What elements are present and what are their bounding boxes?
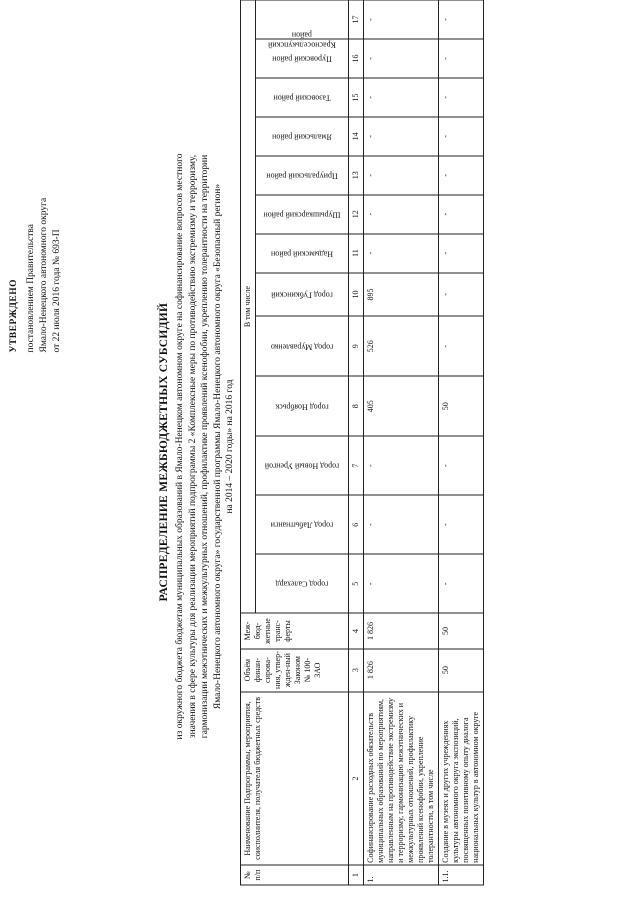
row-value: 50 [439, 376, 484, 436]
column-number: 15 [349, 78, 364, 117]
row-value: 895 [364, 273, 439, 317]
column-number: 14 [349, 117, 364, 156]
row-value: - [439, 495, 484, 554]
row-value: - [364, 39, 439, 78]
row-name: Создание в музеях и других учреждениях культуры автономного округа экспозиций, посвященных позитивному опыту диалога национальных культур в автономном округе [439, 692, 484, 866]
row-value: - [439, 0, 484, 39]
row-value: - [364, 495, 439, 554]
row-num: 1. [364, 865, 439, 885]
column-number: 11 [349, 234, 364, 273]
row-volume: 50 [439, 649, 484, 692]
header-municipality: Надымский район [256, 234, 349, 273]
column-number: 7 [349, 436, 364, 495]
document-title: РАСПРЕДЕЛЕНИЕ МЕЖБЮДЖЕТНЫХ СУБСИДИЙ [158, 302, 170, 602]
column-number-row [349, 0, 364, 885]
document-subtitle [174, 77, 237, 817]
column-number: 2 [349, 692, 364, 866]
column-number: 16 [349, 39, 364, 78]
header-municipality: город Ноябрьск [256, 376, 349, 436]
row-value: - [364, 234, 439, 273]
subsidies-table [240, 0, 484, 886]
column-number: 4 [349, 613, 364, 648]
header-row-top [241, 0, 256, 885]
table-row [364, 0, 439, 885]
header-municipality: город Новый Уренгой [256, 436, 349, 495]
subtitle-line: на 2014 – 2020 годы» на 2016 год [225, 379, 236, 514]
row-value: - [439, 78, 484, 117]
column-number: 9 [349, 316, 364, 376]
row-value: - [439, 39, 484, 78]
header-municipality: город Губкинский [256, 273, 349, 317]
header-municipality: Ямальский район [256, 117, 349, 156]
row-value: - [439, 234, 484, 273]
approval-stamp [8, 198, 64, 353]
row-value: - [364, 554, 439, 613]
column-number: 6 [349, 495, 364, 554]
header-municipality: город Салехард [256, 554, 349, 613]
header-municipality: город Муравленко [256, 316, 349, 376]
header-volume: Объём финан-сирова-ния, утвер-жден-ный Законом № 100-ЗАО [241, 649, 349, 692]
header-municipality: Тазовский район [256, 78, 349, 117]
row-value: - [439, 316, 484, 376]
header-transfers: Меж-бюд-жетные транс-ферты [241, 613, 349, 648]
table-row [439, 0, 484, 885]
row-num: 1.1. [439, 865, 484, 885]
row-transfers: 1 826 [364, 613, 439, 648]
row-value: - [439, 436, 484, 495]
row-value: - [364, 117, 439, 156]
subtitle-line: значения в сфере культуры для реализации мероприятий подпрограммы 2 «Комплексные меры по противодействию экстремизму и терроризму, [187, 154, 198, 739]
header-municipality: Приуральский район [256, 156, 349, 195]
column-number: 12 [349, 195, 364, 234]
column-number: 1 [349, 865, 364, 885]
subtitle-line: гармонизации межэтнических и межкультурных отношений, профилактике проявлений ксенофобии, укреплению толерантности на территории [200, 154, 211, 739]
row-value: - [439, 554, 484, 613]
approval-line: от 22 июля 2016 года № 693-П [52, 229, 62, 353]
header-municipality: Пуровский район [256, 39, 349, 78]
row-value: - [439, 156, 484, 195]
column-number: 3 [349, 649, 364, 692]
row-value: - [364, 195, 439, 234]
row-value: - [439, 117, 484, 156]
row-value: 405 [364, 376, 439, 436]
header-municipality: город Лабытнанги [256, 495, 349, 554]
row-value: - [364, 436, 439, 495]
header-in-total: В том числе [241, 0, 256, 613]
column-number: 10 [349, 273, 364, 317]
header-num: № п/п [241, 865, 349, 885]
approval-header: УТВЕРЖДЕНО [9, 279, 19, 353]
column-number: 13 [349, 156, 364, 195]
row-value: 526 [364, 316, 439, 376]
approval-line: Ямало-Ненецкого автономного округа [39, 197, 49, 353]
row-transfers: 50 [439, 613, 484, 648]
header-municipality: Шурышкарский район [256, 195, 349, 234]
row-volume: 1 826 [364, 649, 439, 692]
row-value: - [364, 156, 439, 195]
approval-line: постановлением Правительства [26, 224, 36, 353]
row-value: - [364, 78, 439, 117]
column-number: 5 [349, 554, 364, 613]
column-number: 17 [349, 0, 364, 39]
row-value: - [439, 273, 484, 317]
row-value: - [439, 195, 484, 234]
row-name: Софинансирование расходных обязательств муниципальных образований по мероприятиям, направленным на противодействие экстремизму и терроризму, гармонизацию межэтнических и межкультурных отношений, профилактику проявлений ксенофобии, укрепление толерантности, в том числе [364, 692, 439, 866]
column-number: 8 [349, 376, 364, 436]
header-name: Наименование Подпрограммы, мероприятия, соисполнителя, получателя бюджетных средств [241, 692, 349, 866]
header-municipality: Красноселькупский район [256, 0, 349, 39]
subtitle-line: Ямало-Ненецкого автономного округа» государственной программы Ямало-Ненецкого автономного округа «Безопасный регион» [212, 183, 223, 710]
subtitle-line: из окружного бюджета бюджетам муниципальных образований в Ямало-Ненецком автономном округе на софинансирование вопросов местного [175, 153, 185, 740]
row-value: - [364, 0, 439, 39]
